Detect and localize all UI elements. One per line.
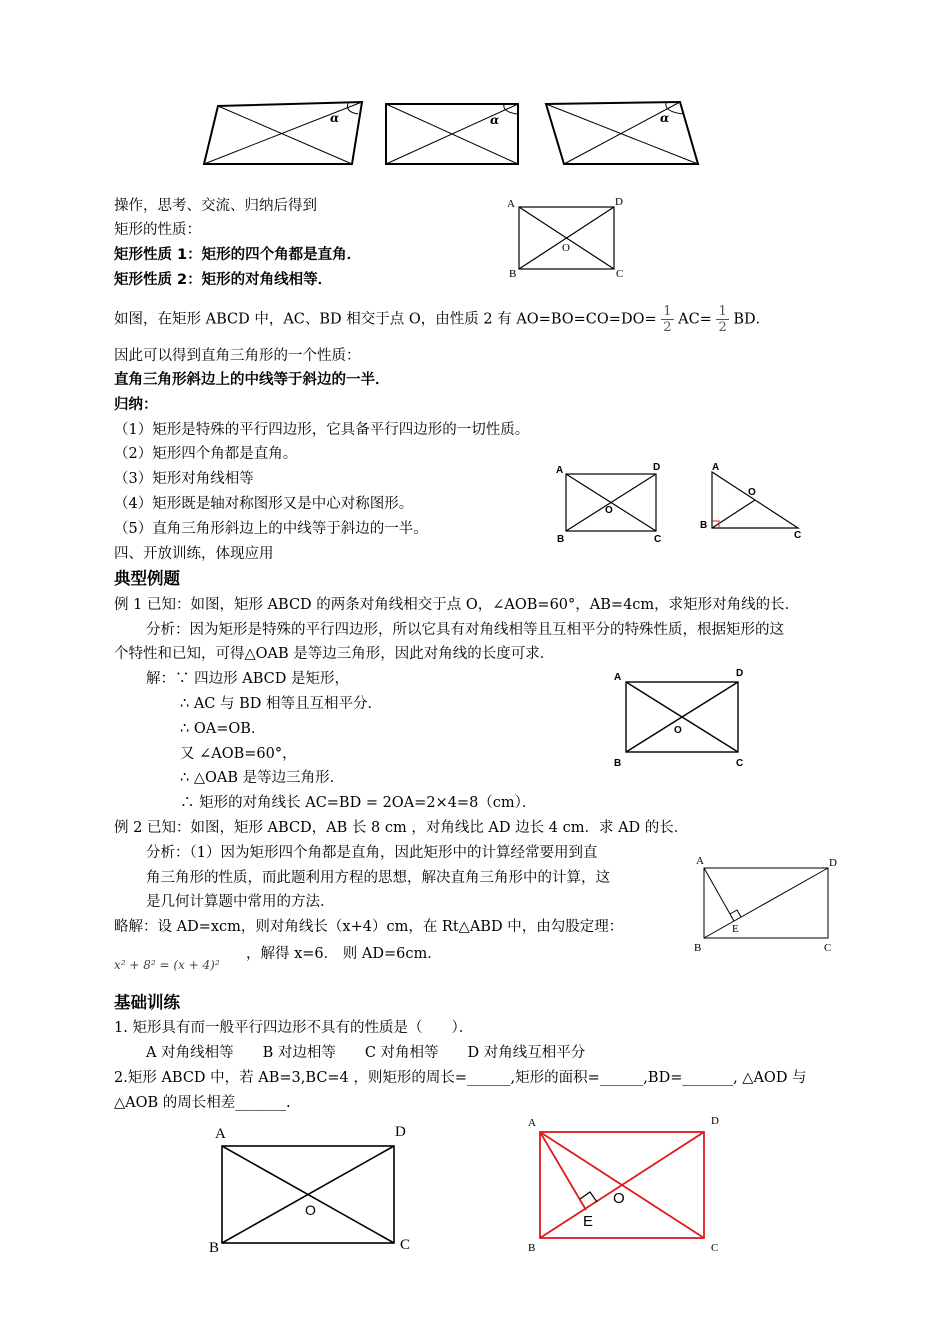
solution-step: ∴ 矩形的对角线长 AC=BD = 2OA=2×4=8（cm）． — [180, 795, 537, 811]
question-1: 1. 矩形具有而一般平行四边形不具有的性质是（ ）． — [114, 1020, 474, 1036]
label-e: E — [732, 923, 739, 935]
example-2-analysis: 分析：（1）因为矩形四个角都是直角，因此矩形中的计算经常要用到直 — [146, 845, 598, 861]
fraction-denominator: 2 — [663, 320, 672, 335]
summary-item: （5）直角三角形斜边上的中线等于斜边的一半。 — [114, 521, 428, 537]
top-quadrilaterals-figure — [200, 96, 720, 172]
label-a: A — [528, 1117, 536, 1129]
label-a: A — [696, 855, 704, 867]
example-2-solution: 略解：设 AD=xcm，则对角线长（x+4）cm，在 Rt△ABD 中，由勾股定理： — [114, 919, 624, 935]
label-o: O — [562, 242, 570, 254]
summary-item: （2）矩形四个角都是直角。 — [114, 446, 298, 462]
label-o: O — [748, 487, 756, 498]
basic-training-heading: 基础训练 — [114, 993, 180, 1012]
summary-item: （1）矩形是特殊的平行四边形，它具备平行四边形的一切性质。 — [114, 422, 530, 438]
label-c: C — [711, 1242, 719, 1254]
example-1-analysis: 分析：因为矩形是特殊的平行四边形，所以它具有对角线相等且互相平分的特殊性质，根据矩形的这 — [146, 622, 784, 638]
example-2-solution: ，解得 x=6． 则 AD=6cm． — [246, 946, 442, 962]
rectangle-figure-2 — [552, 460, 670, 546]
solution-step: 又 ∠AOB=60°， — [180, 746, 297, 762]
label-c: C — [794, 530, 802, 541]
question-1-options: A 对角线相等 B 对边相等 C 对角相等 D 对角线互相平分 — [146, 1045, 586, 1061]
label-d: D — [395, 1124, 406, 1140]
text-line: 矩形的性质： — [114, 222, 201, 238]
example-2-figure — [690, 850, 850, 956]
label-b: B — [209, 1240, 220, 1256]
text-line: 因此可以得到直角三角形的一个性质： — [114, 348, 361, 364]
summary-heading: 归纳： — [114, 397, 158, 413]
alpha-label: α — [660, 111, 670, 125]
summary-item: （3）矩形对角线相等 — [114, 471, 254, 487]
label-d: D — [615, 196, 623, 208]
label-d: D — [829, 857, 837, 869]
label-c: C — [824, 942, 832, 954]
label-a: A — [507, 198, 515, 210]
right-triangle-figure — [698, 458, 808, 544]
fraction-half — [716, 304, 728, 335]
label-a: A — [712, 462, 720, 473]
label-o: O — [613, 1190, 625, 1207]
label-o: O — [305, 1202, 316, 1218]
label-b: B — [614, 758, 622, 769]
alpha-label: α — [330, 111, 340, 125]
example-1-figure — [606, 662, 756, 772]
example-2-analysis: 角三角形的性质，而此题利用方程的思想，解决直角三角形中的计算，这 — [146, 870, 610, 886]
label-b: B — [528, 1242, 536, 1254]
label-d: D — [653, 462, 661, 473]
label-d: D — [736, 668, 744, 679]
label-a: A — [614, 672, 622, 683]
text-line: 操作，思考、交流、归纳后得到 — [114, 198, 317, 214]
alpha-label: α — [490, 113, 500, 127]
rectangle-figure-1 — [505, 195, 635, 280]
fraction-numerator: 1 — [718, 304, 727, 319]
property-2: 矩形性质 2：矩形的对角线相等． — [114, 272, 333, 288]
label-c: C — [736, 758, 744, 769]
label-b: B — [694, 942, 702, 954]
examples-heading: 典型例题 — [114, 569, 180, 588]
question-2: 2.矩形 ABCD 中，若 AB=3,BC=4 ，则矩形的周长=______,矩形的面积=______,BD=_______, △AOD 与 — [114, 1070, 807, 1086]
section-heading: 四、开放训练，体现应用 — [114, 546, 274, 562]
derivation-text: BD． — [733, 311, 771, 328]
label-c: C — [400, 1237, 411, 1253]
label-c: C — [654, 534, 662, 545]
label-b: B — [557, 534, 565, 545]
right-triangle-property: 直角三角形斜边上的中线等于斜边的一半． — [114, 372, 390, 388]
summary-item: （4）矩形既是轴对称图形又是中心对称图形。 — [114, 496, 414, 512]
example-2-analysis: 是几何计算题中常用的方法． — [146, 894, 335, 910]
label-e: E — [583, 1213, 594, 1230]
question-2-figure-right — [518, 1106, 728, 1258]
label-a: A — [215, 1126, 226, 1142]
example-1-statement: 例 1 已知：如图，矩形 ABCD 的两条对角线相交于点 O，∠AOB=60°，AB=4cm，求矩形对角线的长． — [114, 597, 800, 613]
label-c: C — [616, 268, 624, 280]
label-b: B — [509, 268, 517, 280]
label-a: A — [556, 465, 564, 476]
solution-step: ∴ AC 与 BD 相等且互相平分． — [180, 696, 383, 712]
fraction-numerator: 1 — [663, 304, 672, 319]
label-d: D — [711, 1115, 719, 1127]
example-1-analysis: 个特性和已知，可得△OAB 是等边三角形，因此对角线的长度可求． — [114, 646, 555, 662]
label-b: B — [700, 520, 708, 531]
pythagorean-equation: x² + 8² = (x + 4)² — [114, 958, 220, 972]
solution-step: ∴ OA=OB． — [180, 721, 266, 737]
derivation-text: 如图，在矩形 ABCD 中，AC、BD 相交于点 O，由性质 2 有 AO=BO=CO=DO= — [114, 311, 657, 328]
label-o: O — [605, 505, 613, 516]
fraction-denominator: 2 — [718, 320, 727, 335]
label-o: O — [674, 725, 682, 736]
example-2-statement: 例 2 已知：如图，矩形 ABCD，AB 长 8 cm ，对角线比 AD 边长 4 cm．求 AD 的长． — [114, 820, 689, 836]
solution-step: ∴ △OAB 是等边三角形． — [180, 770, 345, 786]
question-2-figure-left — [205, 1118, 425, 1258]
property-1: 矩形性质 1：矩形的四个角都是直角． — [114, 247, 362, 263]
fraction-half — [661, 304, 673, 335]
solution-step: 解：∵ 四边形 ABCD 是矩形， — [146, 671, 349, 687]
derivation-text: AC= — [678, 311, 712, 328]
property-derivation — [114, 304, 770, 335]
question-2: △AOB 的周长相差_______. — [114, 1095, 291, 1111]
